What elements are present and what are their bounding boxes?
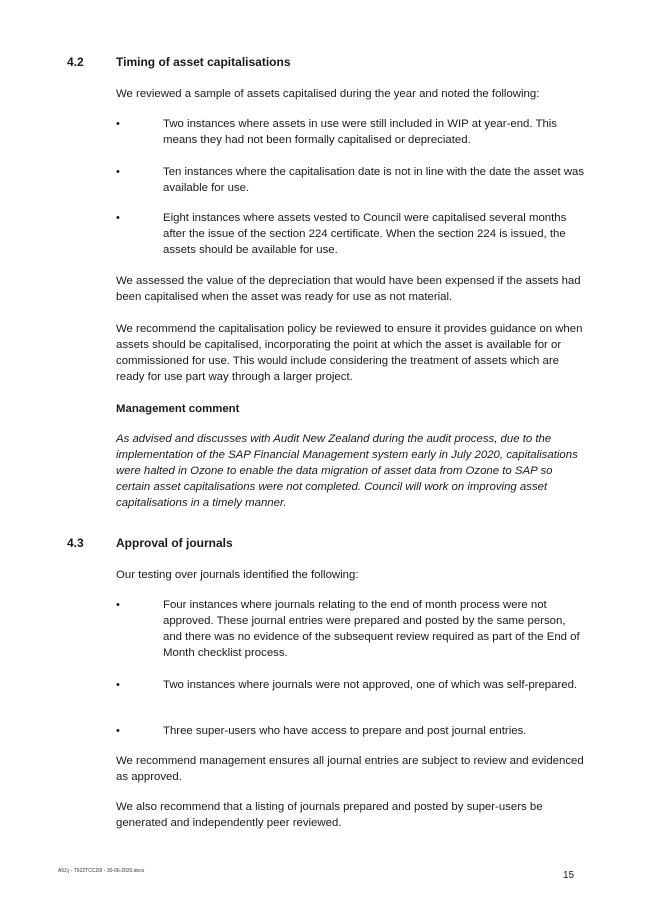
document-reference: A52.j - T922TCC20I - 30-06-2020.docx [58, 868, 145, 874]
recommendation-paragraph: We also recommend that a listing of journals prepared and posted by super-users be generated and independently peer reviewed. [116, 801, 543, 829]
bullet-icon: • [116, 118, 120, 130]
list-item [116, 164, 586, 196]
section-title: Approval of journals [116, 536, 233, 550]
bullet-icon: • [116, 725, 120, 737]
page-number: 15 [563, 870, 575, 881]
bullet-icon: • [116, 599, 120, 611]
recommendation-paragraph: We recommend management ensures all journal entries are subject to review and evidenced as approved. [116, 755, 584, 783]
section-title: Timing of asset capitalisations [116, 55, 291, 69]
list-item-text: Three super-users who have access to prepare and post journal entries. [163, 725, 527, 737]
recommendation-paragraph: We recommend the capitalisation policy be reviewed to ensure it provides guidance on when assets should be capitalised, incorporating the point at which the asset is available for or commissioned for use. This would include considering the treatment of assets which are ready for use part way through a larger project. [116, 323, 583, 383]
section-intro: Our testing over journals identified the following: [116, 569, 359, 581]
bullet-icon: • [116, 679, 120, 691]
list-item-text: Two instances where journals were not approved, one of which was self-prepared. [163, 679, 578, 691]
list-item-text: Eight instances where assets vested to Council were capitalised several months after the issue of the section 224 certificate. When the section 224 is issued, the assets should be available for use. [163, 212, 567, 256]
list-item [116, 597, 586, 661]
list-item [116, 116, 586, 148]
list-item-text: Ten instances where the capitalisation date is not in line with the date the asset was available for use. [163, 166, 585, 194]
management-comment-heading: Management comment [116, 403, 240, 415]
section-intro: We reviewed a sample of assets capitalised during the year and noted the following: [116, 88, 540, 100]
bullet-icon: • [116, 212, 120, 224]
depreciation-paragraph: We assessed the value of the depreciation that would have been expensed if the assets had been capitalised when the asset was ready for use as not material. [116, 275, 581, 303]
list-item-text: Two instances where assets in use were still included in WIP at year-end. This means they had not been formally capitalised or depreciated. [163, 118, 558, 146]
section-number: 4.2 [67, 55, 84, 69]
list-item [116, 723, 586, 739]
list-item-text: Four instances where journals relating to the end of month process were not approved. These journal entries were prepared and posted by the same person, and there was no evidence of the subsequent review required as part of the End of Month checklist process. [163, 599, 580, 659]
management-comment-text: As advised and discusses with Audit New Zealand during the audit process, due to the implementation of the SAP Financial Management system early in July 2020, capitalisations were halted in Ozone to enable the data migration of asset data from Ozone to SAP so certain asset capitalisations were not completed. Council will work on improving asset capitalisations in a timely manner. [116, 433, 578, 509]
list-item [116, 677, 586, 693]
bullet-icon: • [116, 166, 120, 178]
section-number: 4.3 [67, 536, 84, 550]
list-item [116, 210, 586, 258]
